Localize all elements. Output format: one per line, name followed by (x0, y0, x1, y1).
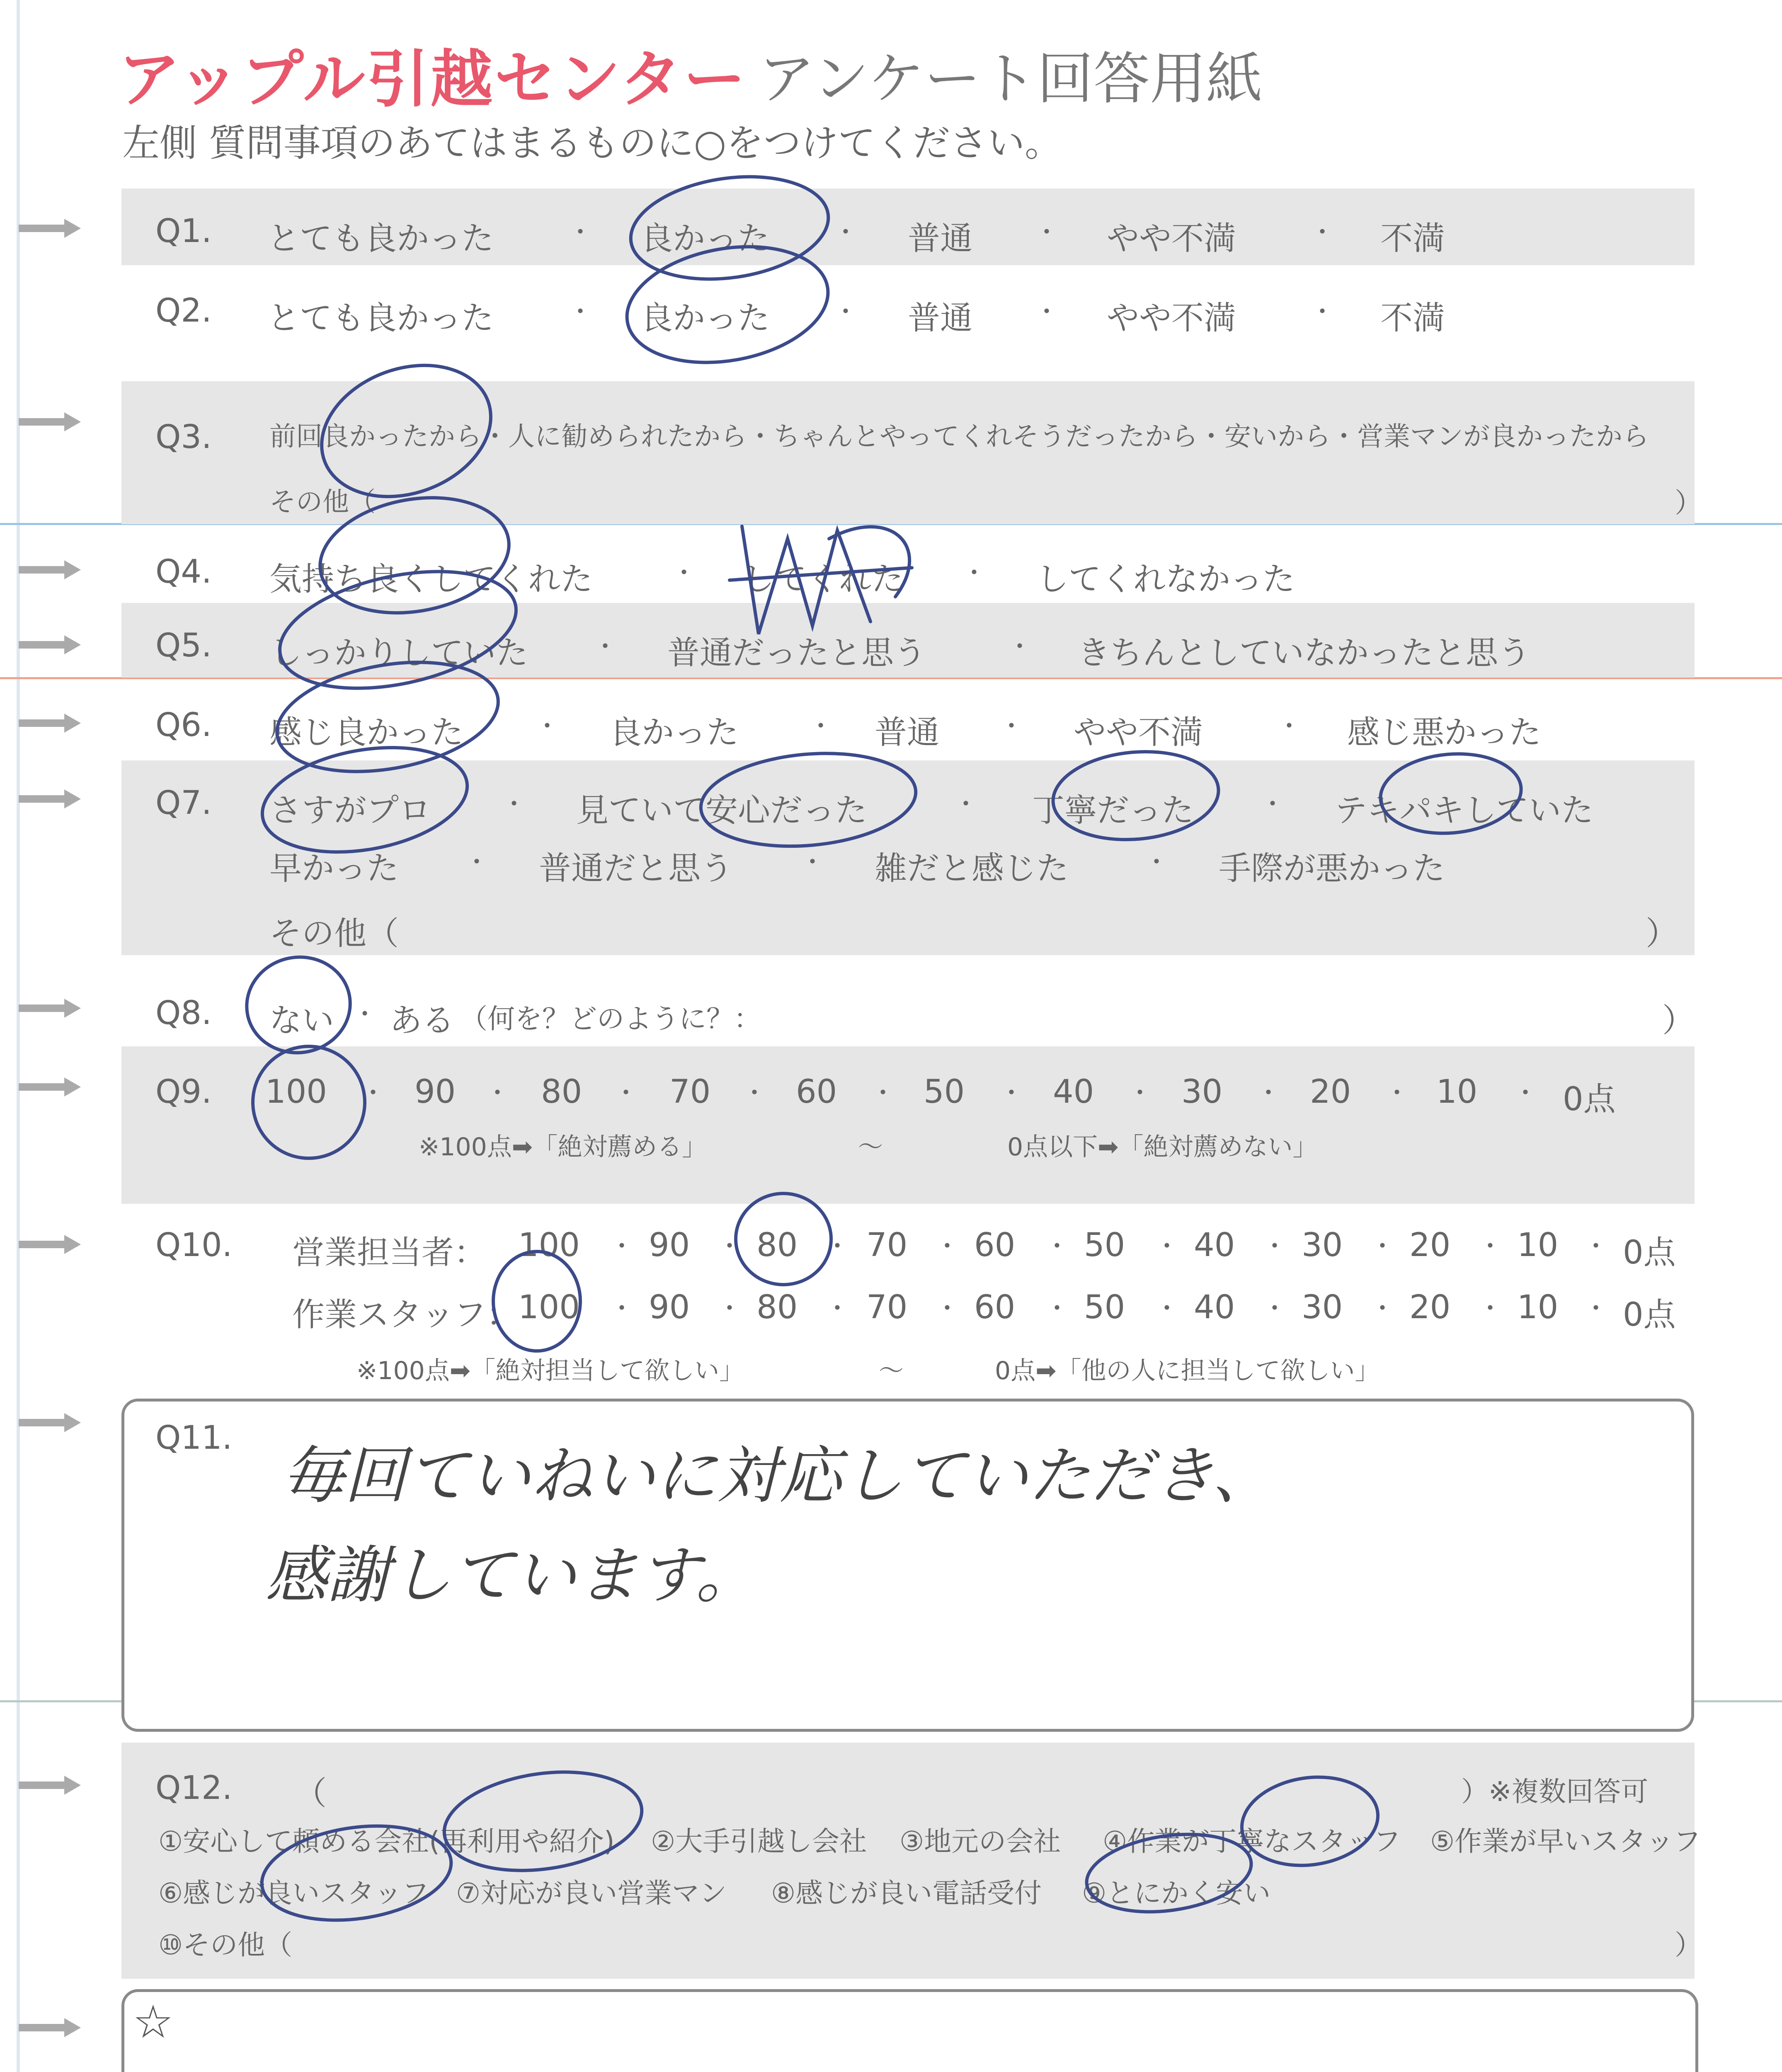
separator: ・ (808, 712, 833, 741)
q12-close: ） (1675, 1929, 1702, 1961)
q3-options[interactable]: 前回良かったから・人に勧められたから・ちゃんとやってくれそうだったから・安いから・営業マンが良かったから (269, 421, 1649, 452)
q4-option[interactable]: してくれなかった (1036, 561, 1295, 598)
q6-option[interactable]: 感じ悪かった (1347, 714, 1542, 751)
q2-option[interactable]: 普通 (908, 300, 973, 337)
separator: ・ (1384, 1079, 1409, 1108)
q2-label: Q2. (155, 292, 212, 329)
q10-staff-score[interactable]: 90 (649, 1289, 690, 1326)
arrow-icon (19, 1776, 81, 1795)
separator: ・ (935, 1294, 960, 1323)
q10-staff-score[interactable]: 60 (974, 1289, 1016, 1326)
separator: ・ (1144, 848, 1169, 877)
separator: ・ (953, 790, 978, 819)
separator: ・ (870, 1079, 895, 1108)
q10-sales-score[interactable]: 0点 (1623, 1234, 1676, 1271)
q11-label: Q11. (155, 1419, 233, 1457)
separator: ・ (1370, 1294, 1395, 1323)
q1-option[interactable]: 普通 (908, 220, 973, 257)
q10-sales-score[interactable]: 40 (1194, 1227, 1235, 1264)
separator: ・ (1478, 1232, 1503, 1261)
separator: ・ (672, 559, 696, 588)
separator: ・ (1045, 1232, 1069, 1261)
q9-note-mid: 〜 (858, 1133, 883, 1162)
q12-band (121, 1743, 1695, 1979)
separator: ・ (361, 1079, 385, 1108)
arrow-icon (19, 219, 81, 238)
separator: ・ (568, 218, 593, 247)
q7-close: ） (1646, 915, 1678, 952)
q4-option[interactable]: してくれた (742, 561, 904, 598)
separator: ・ (1310, 298, 1335, 327)
separator: ・ (485, 1079, 510, 1108)
separator: ・ (609, 1294, 634, 1323)
q7-option[interactable]: 丁寧だった (1032, 792, 1194, 829)
q9-score[interactable]: 20 (1310, 1073, 1351, 1111)
q8-option-none[interactable]: ない (269, 1002, 335, 1039)
q10-note-mid: 〜 (879, 1356, 904, 1385)
separator: ・ (1260, 790, 1285, 819)
q1-option[interactable]: 良かった (640, 220, 770, 257)
separator: ・ (1583, 1294, 1608, 1323)
q1-label: Q1. (155, 213, 212, 250)
q10-sales-score[interactable]: 70 (866, 1227, 908, 1264)
q10-label: Q10. (155, 1227, 233, 1264)
q4-option[interactable]: 気持ち良くしてくれた (269, 561, 593, 598)
q10-sales-score[interactable]: 50 (1084, 1227, 1125, 1264)
separator: ・ (613, 1079, 638, 1108)
q9-score[interactable]: 90 (415, 1073, 456, 1111)
q5-option[interactable]: きちんとしていなかったと思う (1078, 634, 1531, 672)
q10-staff-score[interactable]: 80 (756, 1289, 798, 1326)
q1-option[interactable]: とても良かった (267, 220, 494, 257)
q10-sales-score[interactable]: 10 (1517, 1227, 1559, 1264)
q10-staff-score[interactable]: 70 (866, 1289, 908, 1326)
q12-option[interactable]: ⑧感じが良い電話受付 (771, 1877, 1042, 1909)
q7-other[interactable]: その他（ (269, 915, 399, 952)
q5-label: Q5. (155, 627, 212, 664)
q8-close: ） (1662, 1002, 1695, 1039)
separator: ・ (1034, 218, 1059, 247)
separator: ・ (742, 1079, 767, 1108)
q11-handwriting-line2: 感謝しています。 (265, 1539, 758, 1612)
q2-option[interactable]: 良かった (640, 300, 770, 337)
separator: ・ (999, 712, 1024, 741)
separator: ・ (717, 1232, 742, 1261)
q6-option[interactable]: 普通 (875, 714, 940, 751)
q9-score[interactable]: 80 (541, 1073, 582, 1111)
q7-option[interactable]: 見ていて安心だった (576, 792, 868, 829)
q12-option[interactable]: ⑨とにかく安い (1082, 1877, 1271, 1909)
form-title: アンケート回答用紙 (759, 46, 1263, 112)
separator: ・ (464, 848, 489, 877)
q12-option[interactable]: ③地元の会社 (899, 1825, 1061, 1857)
q10-staff-score[interactable]: 50 (1084, 1289, 1125, 1326)
q9-score[interactable]: 50 (924, 1073, 965, 1111)
q12-option[interactable]: ④作業が丁寧なスタッフ (1103, 1825, 1401, 1857)
q12-option[interactable]: ⑦対応が良い営業マン (456, 1877, 727, 1909)
arrow-icon (19, 635, 81, 654)
q10-staff-score[interactable]: 10 (1517, 1289, 1559, 1326)
q9-score[interactable]: 10 (1436, 1073, 1478, 1111)
q10-staff-score[interactable]: 20 (1409, 1289, 1451, 1326)
q9-score[interactable]: 0点 (1563, 1081, 1616, 1118)
star-handwriting (232, 2064, 1213, 2072)
q1-option[interactable]: 不満 (1380, 220, 1445, 257)
brand-title: アップル引越センター (118, 44, 747, 116)
separator: ・ (502, 790, 526, 819)
separator: ・ (825, 1232, 850, 1261)
q10-sales-score[interactable]: 30 (1302, 1227, 1343, 1264)
arrow-icon (19, 789, 81, 808)
q10-sales-score[interactable]: 80 (756, 1227, 798, 1264)
q5-option[interactable]: しっかりしていた (269, 634, 529, 672)
separator: ・ (535, 712, 560, 741)
q8-option-some[interactable]: ある (390, 1002, 455, 1039)
q12-option[interactable]: ②大手引越し会社 (651, 1825, 867, 1857)
q12-option[interactable]: ⑥感じが良いスタッフ (158, 1877, 429, 1909)
q3-other[interactable]: その他（ (269, 487, 376, 518)
q9-score[interactable]: 100 (265, 1073, 327, 1111)
separator: ・ (1513, 1079, 1538, 1108)
q10-sales-score[interactable]: 100 (518, 1227, 580, 1264)
q10-note-left: ※100点➡「絶対担当して欲しい」 (356, 1356, 744, 1385)
q7-option[interactable]: テキパキしていた (1335, 792, 1594, 829)
q10-staff-score[interactable]: 0点 (1623, 1296, 1676, 1334)
q2-option[interactable]: やや不満 (1107, 300, 1236, 337)
q3-label: Q3. (155, 419, 212, 456)
separator: ・ (1154, 1232, 1179, 1261)
q8-label: Q8. (155, 995, 212, 1032)
separator: ・ (717, 1294, 742, 1323)
q9-note-right: 0点以下➡「絶対薦めない」 (1007, 1133, 1318, 1162)
q10-note-right: 0点➡「他の人に担当して欲しい」 (995, 1356, 1380, 1385)
q12-option[interactable]: ①安心して頼める会社(再利用や紹介) (158, 1825, 615, 1857)
q10-sales-score[interactable]: 60 (974, 1227, 1016, 1264)
separator: ・ (999, 1079, 1024, 1108)
q6-option[interactable]: 良かった (609, 714, 739, 751)
q9-score[interactable]: 30 (1181, 1073, 1223, 1111)
separator: ・ (1277, 712, 1302, 741)
separator: ・ (1007, 632, 1032, 661)
separator: ・ (1310, 218, 1335, 247)
arrow-icon (19, 999, 81, 1018)
q9-score[interactable]: 40 (1053, 1073, 1094, 1111)
q7-label: Q7. (155, 784, 212, 822)
separator: ・ (935, 1232, 960, 1261)
separator: ・ (1154, 1294, 1179, 1323)
separator: ・ (568, 298, 593, 327)
q12-option[interactable]: ⑤作業が早いスタッフ (1430, 1825, 1701, 1857)
arrow-icon (19, 1235, 81, 1254)
separator: ・ (1478, 1294, 1503, 1323)
q7-option[interactable]: 早かった (269, 850, 399, 887)
q7-option[interactable]: 普通だと思う (539, 850, 733, 887)
separator: ・ (609, 1232, 634, 1261)
q3-close: ） (1675, 487, 1702, 519)
arrow-icon (19, 412, 81, 431)
q12-note: ）※複数回答可 (1461, 1776, 1649, 1808)
q11-handwriting-line1: 毎回ていねいに対応していただき、 (282, 1440, 1275, 1512)
q12-option[interactable]: ⑩その他（ (158, 1929, 293, 1961)
q10-sales-score[interactable]: 90 (649, 1227, 690, 1264)
separator: ・ (1583, 1232, 1608, 1261)
q2-option[interactable]: 不満 (1380, 300, 1445, 337)
q6-option[interactable]: 感じ良かった (269, 714, 464, 751)
separator: ・ (1370, 1232, 1395, 1261)
arrow-icon (19, 2018, 81, 2037)
separator: ・ (1262, 1232, 1287, 1261)
separator: ・ (825, 1294, 850, 1323)
separator: ・ (1127, 1079, 1152, 1108)
q2-option[interactable]: とても良かった (267, 300, 494, 337)
q12-open: （ (294, 1775, 327, 1812)
q1-option[interactable]: やや不満 (1107, 220, 1236, 257)
q7-option[interactable]: さすがプロ (269, 792, 432, 829)
q6-option[interactable]: やや不満 (1074, 714, 1203, 751)
q9-label: Q9. (155, 1073, 212, 1111)
q10-sales-score[interactable]: 20 (1409, 1227, 1451, 1264)
q9-score[interactable]: 60 (796, 1073, 837, 1111)
left-margin-line (17, 0, 20, 2072)
instruction-text: 左側 質問事項のあてはまるものに○をつけてください。 (122, 121, 1062, 165)
q10-staff-score[interactable]: 100 (518, 1289, 580, 1326)
separator: ・ (800, 848, 825, 877)
q10-staff-score[interactable]: 30 (1302, 1289, 1343, 1326)
q10-row2-label: 作業スタッフ： (292, 1296, 519, 1334)
separator: ・ (1034, 298, 1059, 327)
q12-label: Q12. (155, 1769, 233, 1807)
separator: ・ (962, 559, 987, 588)
separator: ・ (1045, 1294, 1069, 1323)
q8-prompt: （何を？どのように？： (460, 1003, 761, 1035)
q7-option[interactable]: 雑だと感じた (875, 850, 1069, 887)
separator: ・ (1256, 1079, 1281, 1108)
separator: ・ (833, 218, 858, 247)
q10-staff-score[interactable]: 40 (1194, 1289, 1235, 1326)
separator: ・ (833, 298, 858, 327)
q4-label: Q4. (155, 553, 212, 591)
star-icon: ☆ (133, 1995, 174, 2048)
arrow-icon (19, 1077, 81, 1097)
arrow-icon (19, 560, 81, 579)
q6-label: Q6. (155, 707, 212, 744)
arrow-icon (19, 1413, 81, 1432)
separator: ・ (1262, 1294, 1287, 1323)
star-comment-box[interactable] (121, 1989, 1698, 2072)
q9-band (121, 1046, 1695, 1204)
q5-option[interactable]: 普通だったと思う (667, 634, 926, 672)
arrow-icon (19, 714, 81, 733)
q9-note-left: ※100点➡「絶対薦める」 (419, 1133, 707, 1162)
q10-row1-label: 営業担当者： (292, 1234, 487, 1271)
q9-score[interactable]: 70 (669, 1073, 711, 1111)
separator: ・ (352, 1000, 377, 1029)
separator: ・ (593, 632, 618, 661)
q7-option[interactable]: 手際が悪かった (1219, 850, 1445, 887)
